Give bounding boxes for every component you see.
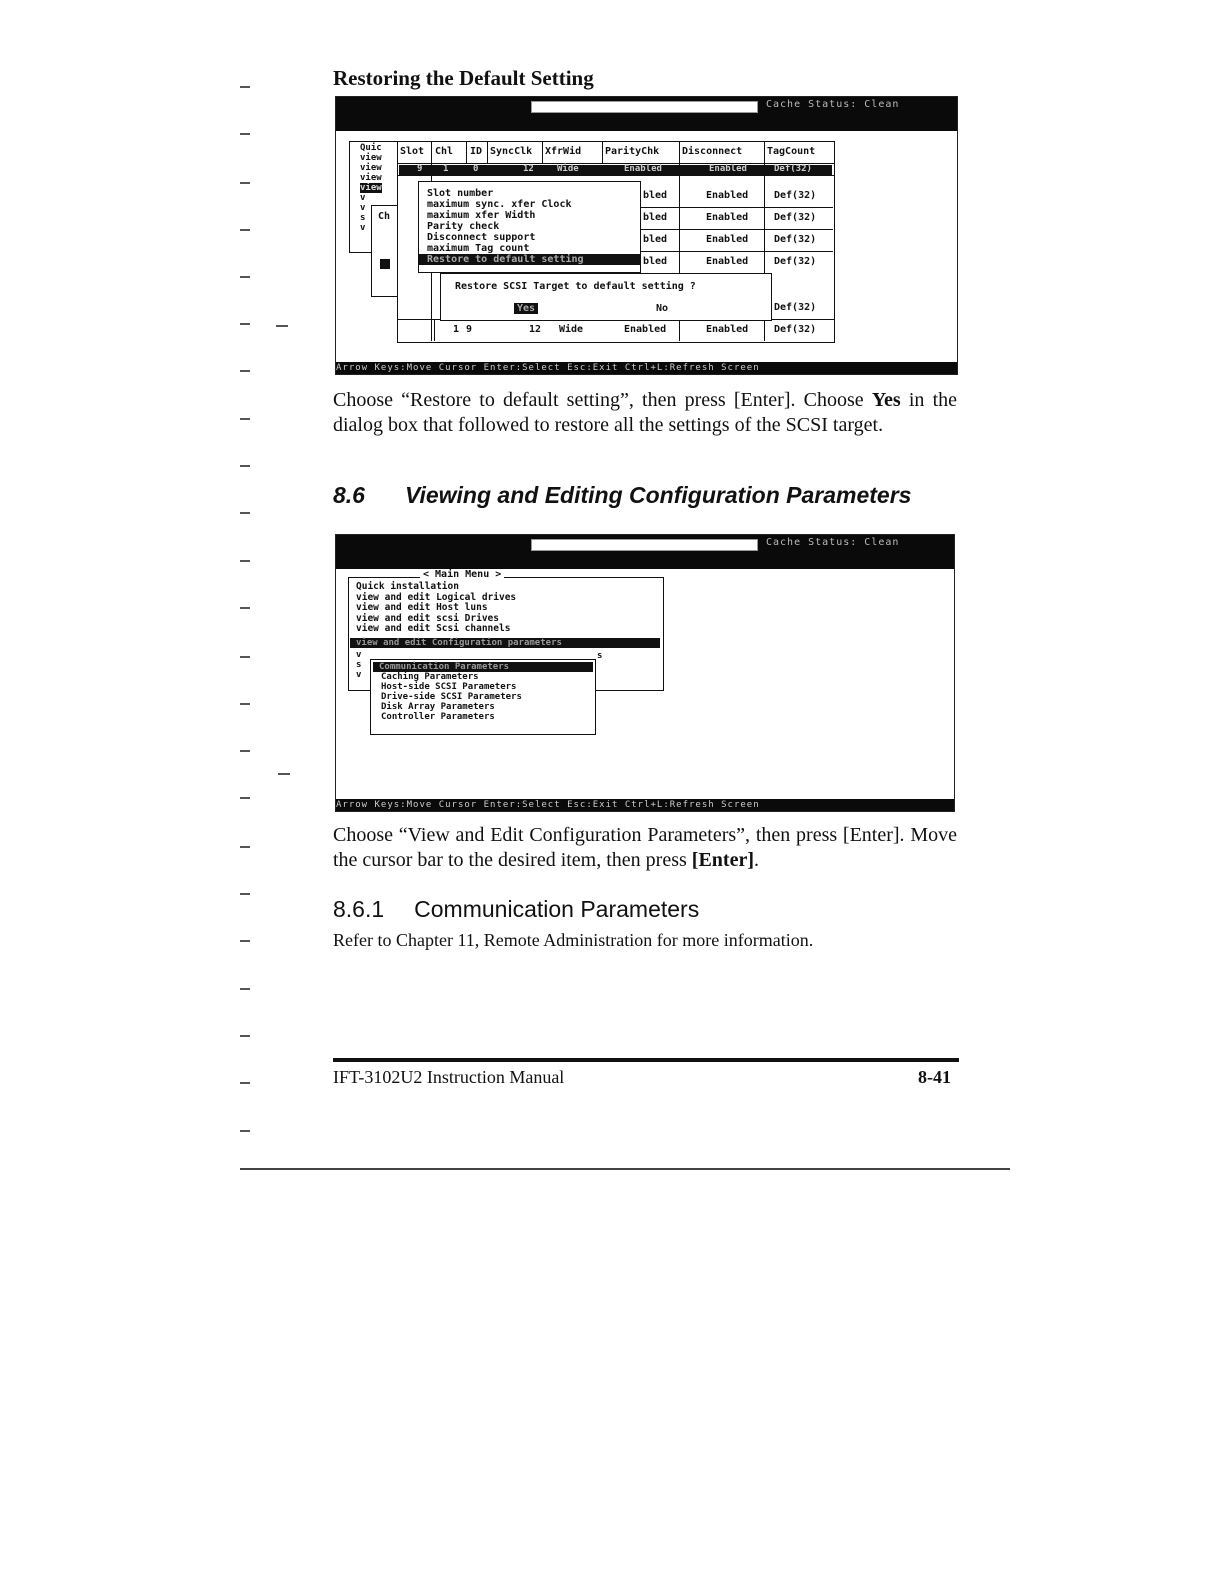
menu-stub-item: v: [360, 193, 366, 203]
terminal-title-bar: [336, 535, 954, 569]
text-run: .: [753, 849, 759, 871]
margin-mark: [240, 750, 250, 752]
menu-stub-item: Quic: [360, 143, 382, 153]
popup-item[interactable]: Disconnect support: [427, 232, 536, 243]
section-number: 8.6.1: [333, 896, 385, 922]
last-row-tag: Def(32): [774, 324, 817, 335]
submenu-item[interactable]: Caching Parameters: [381, 672, 479, 682]
last-row-chl: 9: [466, 324, 473, 335]
selected-row-parity: Enabled: [624, 164, 662, 174]
section-title: Viewing and Editing Configuration Parameters: [404, 482, 912, 508]
margin-mark: [240, 86, 250, 88]
table-col-rule: [466, 141, 467, 164]
col-header-tagcount: TagCount: [767, 146, 816, 157]
menu-stub-item: v: [360, 203, 366, 213]
title-input-box: [531, 539, 758, 551]
main-menu-item-selected[interactable]: view and edit Configuration parameters: [350, 638, 660, 648]
submenu-item[interactable]: Controller Parameters: [381, 712, 495, 722]
margin-mark: [240, 182, 250, 184]
margin-mark: [240, 940, 250, 942]
row-disconnect: Enabled: [706, 234, 749, 245]
text-run: Choose “Restore to default setting”, then press [Enter]. Choose: [333, 389, 872, 411]
margin-mark: [276, 325, 288, 327]
main-menu-stub: [356, 650, 361, 680]
table-row-rule: [397, 175, 834, 176]
terminal-screenshot-config: [335, 534, 955, 812]
popup-item[interactable]: Slot number: [427, 188, 494, 199]
terminal-screenshot-restore: [335, 96, 958, 375]
main-menu-item[interactable]: view and edit Logical drives: [356, 591, 517, 603]
main-menu-stub-item: v: [356, 670, 362, 680]
col-header-disconnect: Disconnect: [682, 146, 743, 157]
margin-mark: [240, 607, 250, 609]
section-8-6-1-text: Refer to Chapter 11, Remote Administration for more information.: [333, 930, 814, 950]
last-row-wid: Wide: [559, 324, 584, 335]
text-run-bold: Yes: [871, 389, 901, 411]
dialog-yes-button[interactable]: Yes: [514, 303, 538, 314]
section-heading: Restoring the Default Setting: [333, 66, 594, 90]
margin-mark: [240, 560, 250, 562]
col-header-chl: Chl: [435, 146, 454, 157]
margin-mark: [278, 773, 290, 775]
table-col-rule: [542, 141, 543, 164]
popup-item[interactable]: Parity check: [427, 221, 500, 232]
main-menu-item[interactable]: view and edit Host luns: [356, 602, 488, 613]
menu-stub-item: s: [360, 213, 366, 223]
row-disconnect: Enabled: [706, 256, 749, 267]
selected-row: [399, 164, 832, 174]
selected-row-id: 0: [473, 164, 479, 174]
page-bottom-rule: [240, 1168, 1010, 1170]
margin-mark: [240, 1130, 250, 1132]
section-heading-8-6-1: [333, 896, 699, 923]
margin-mark: [240, 846, 250, 848]
selected-row-wid: Wide: [557, 164, 579, 174]
target-options-popup: [418, 181, 641, 273]
dialog-no-button[interactable]: No: [656, 303, 669, 314]
menu-stub-item: view: [360, 173, 382, 183]
selected-row-tag: Def(32): [774, 164, 812, 174]
col-header-id: ID: [470, 146, 483, 157]
menu-stub-item: v: [360, 223, 366, 233]
col-header-syncclk: SyncClk: [490, 146, 533, 157]
table-col-rule: [434, 319, 435, 341]
terminal-status-bar: Arrow Keys:Move Cursor Enter:Select Esc:Exit Ctrl+L:Refresh Screen: [336, 799, 954, 811]
margin-mark: [240, 323, 250, 325]
last-row-sync: 12: [529, 324, 542, 335]
title-input-box: [531, 101, 758, 113]
row-tag: Def(32): [774, 190, 817, 201]
menu-stub-item-selected: view: [360, 183, 382, 193]
footer-manual-title: IFT-3102U2 Instruction Manual: [333, 1067, 565, 1087]
main-menu-item[interactable]: Quick installation: [356, 581, 459, 592]
selected-row-chl: 1: [443, 164, 449, 174]
selected-row-slot: 9: [417, 164, 423, 174]
popup-item[interactable]: maximum Tag count: [427, 243, 530, 254]
main-menu-stub-item: s: [356, 660, 362, 670]
margin-mark: [240, 370, 250, 372]
section-title: Communication Parameters: [414, 896, 700, 922]
submenu-item-selected[interactable]: Communication Parameters: [373, 662, 593, 672]
margin-mark: [240, 703, 250, 705]
submenu-item[interactable]: Disk Array Parameters: [381, 702, 495, 712]
margin-mark: [240, 133, 250, 135]
table-col-rule: [602, 141, 603, 164]
table-col-rule: [487, 141, 488, 164]
row-parity: bled: [643, 256, 668, 267]
popup-item[interactable]: maximum sync. xfer Clock: [427, 199, 572, 210]
margin-mark: [240, 465, 250, 467]
dialog-question: Restore SCSI Target to default setting ?: [455, 281, 696, 292]
footer-page-number: 8-41: [918, 1067, 951, 1087]
row-tag: Def(32): [774, 212, 817, 223]
row-tag: Def(32): [774, 234, 817, 245]
margin-mark: [240, 1035, 250, 1037]
row-parity: bled: [643, 190, 668, 201]
main-menu-stub-letter: s: [597, 651, 603, 661]
col-header-paritychk: ParityChk: [605, 146, 660, 157]
margin-mark: [240, 1082, 250, 1084]
text-run: in the dialog box that followed to restore all the settings of the SCSI target.: [333, 389, 957, 436]
channel-stub-label: Ch: [378, 211, 391, 222]
col-header-slot: Slot: [400, 146, 425, 157]
footer-rule: [333, 1058, 959, 1062]
config-instructions: [333, 823, 957, 873]
text-run-bold: [Enter]: [691, 849, 754, 871]
cache-status: Cache Status: Clean: [766, 99, 900, 110]
margin-mark: [240, 797, 250, 799]
menu-stub-item: view: [360, 163, 382, 173]
margin-mark: [240, 418, 250, 420]
selected-row-sync: 12: [523, 164, 534, 174]
main-menu-title: < Main Menu >: [420, 569, 504, 580]
submenu-item[interactable]: Host-side SCSI Parameters: [381, 682, 517, 692]
col-header-xfrwid: XfrWid: [545, 146, 582, 157]
restore-instructions: [333, 388, 957, 438]
row-disconnect: Enabled: [706, 212, 749, 223]
main-menu-item[interactable]: view and edit scsi Drives: [356, 612, 499, 624]
section-number: 8.6: [333, 482, 365, 508]
row-disconnect: Enabled: [706, 190, 749, 201]
row-parity: bled: [643, 234, 668, 245]
menu-stub-item: view: [360, 153, 382, 163]
last-row-slot: 1: [453, 324, 460, 335]
terminal-status-bar: Arrow Keys:Move Cursor Enter:Select Esc:Exit Ctrl+L:Refresh Screen: [336, 362, 957, 374]
row-tag: Def(32): [774, 302, 817, 313]
row-parity: bled: [643, 212, 668, 223]
terminal-title-bar: [336, 97, 957, 131]
margin-mark: [240, 988, 250, 990]
main-menu-item[interactable]: view and edit Scsi channels: [356, 623, 511, 634]
row-tag: Def(32): [774, 256, 817, 267]
popup-item-selected[interactable]: Restore to default setting: [419, 254, 640, 265]
cache-status: Cache Status: Clean: [766, 537, 900, 548]
section-heading-8-6: [333, 482, 911, 509]
margin-mark: [240, 656, 250, 658]
text-run: Choose “View and Edit Configuration Parameters”, then press [Enter]. Move the cursor bar to the desired item, then press: [333, 824, 957, 871]
restore-confirm-dialog: [440, 273, 772, 321]
config-submenu: [370, 659, 596, 735]
margin-mark: [240, 512, 250, 514]
margin-mark: [240, 229, 250, 231]
popup-item[interactable]: maximum xfer Width: [427, 210, 536, 221]
submenu-item[interactable]: Drive-side SCSI Parameters: [381, 692, 522, 702]
margin-mark: [240, 893, 250, 895]
last-row-parity: Enabled: [624, 324, 667, 335]
margin-mark: [240, 276, 250, 278]
last-row-disconnect: Enabled: [706, 324, 749, 335]
main-menu-items: [356, 582, 516, 635]
selected-row-disconnect: Enabled: [709, 164, 747, 174]
main-menu-stub-item: v: [356, 650, 362, 660]
selection-marker: [380, 259, 390, 269]
